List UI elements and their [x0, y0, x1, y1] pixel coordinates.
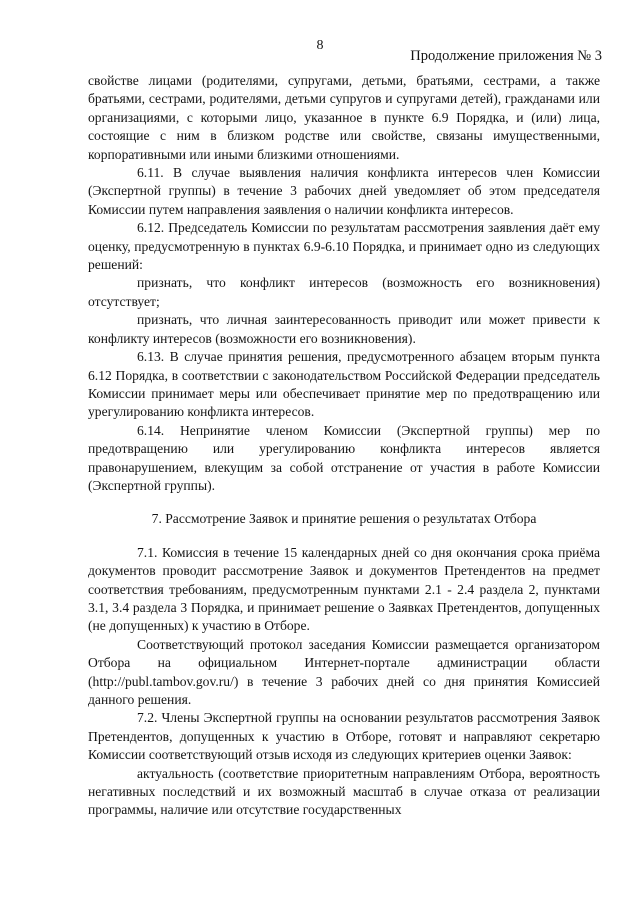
paragraph: свойстве лицами (родителями, супругами, детьми, братьями, сестрами, а также братьями, сестрами, родителями, детьми супругов и супругами детей), гражданами или организациями, с которыми лицо, указанное в пункте 6.9 Порядка, и (или) лица, состоящие с ним в близком родстве или свойстве, связаны имущественными, корпоративными или иными близкими отношениями. — [88, 73, 600, 162]
paragraph: признать, что личная заинтересованность приводит или может привести к конфликту интересов (возможности его возникновения). — [88, 312, 600, 346]
paragraph: 6.11. В случае выявления наличия конфликта интересов член Комиссии (Экспертной группы) в течение 3 рабочих дней уведомляет об этом председателя Комиссии путем направления заявления о наличии конфликта интересов. — [88, 165, 600, 217]
paragraph: Соответствующий протокол заседания Комиссии размещается организатором Отбора на официальном Интернет-портале администрации области (http://publ.tambov.gov.ru/) в течение 3 рабочих дней со дня принятия Комиссией данного решения. — [88, 636, 600, 707]
page-number: 8 — [316, 38, 324, 53]
paragraph: 7.2. Члены Экспертной группы на основании результатов рассмотрения Заявок Претендентов, допущенных к участию в Отборе, готовят и направляют секретарю Комиссии соответствующий отзыв исходя из следующих критериев оценки Заявок: — [88, 710, 600, 763]
paragraph: актуальность (соответствие приоритетным направлениям Отбора, вероятность негативных последствий и их возможный масштаб в случае отказа от реализации программы, наличие или отсутствие государственных — [88, 765, 600, 818]
paragraph: 6.13. В случае принятия решения, предусмотренного абзацем вторым пункта 6.12 Порядка, в соответствии с законодательством Российской Федерации председатель Комиссии принимает меры или обеспечивает принятие мер по предотвращению или урегулированию конфликта интересов. — [88, 349, 600, 420]
appendix-caption: Продолжение приложения № 3 — [410, 48, 602, 64]
paragraph: признать, что конфликт интересов (возможность его возникновения) отсутствует; — [88, 275, 600, 309]
section-heading: 7. Рассмотрение Заявок и принятие решения о результатах Отбора — [151, 511, 537, 527]
document-body — [88, 72, 600, 820]
paragraph: 7.1. Комиссия в течение 15 календарных дней со дня окончания срока приёма документов проводит рассмотрение Заявок и документов Претендентов на предмет соответствия требованиям, предусмотренным пунктами 2.1 - 2.4 раздела 2, пунктами 3.1, 3.4 раздела 3 Порядка, и принимает решение о Заявках Претендентов, допущенных (не допущенных) к участию в Отборе. — [88, 544, 600, 634]
paragraph: 6.14. Непринятие членом Комиссии (Экспертной группы) мер по предотвращению или урегулированию конфликта интересов является правонарушением, влекущим за собой отстранение от участия в работе Комиссии (Экспертной группы). — [88, 422, 600, 493]
paragraph: 6.12. Председатель Комиссии по результатам рассмотрения заявления даёт ему оценку, предусмотренную в пунктах 6.9-6.10 Порядка, и принимает одно из следующих решений: — [88, 220, 600, 273]
